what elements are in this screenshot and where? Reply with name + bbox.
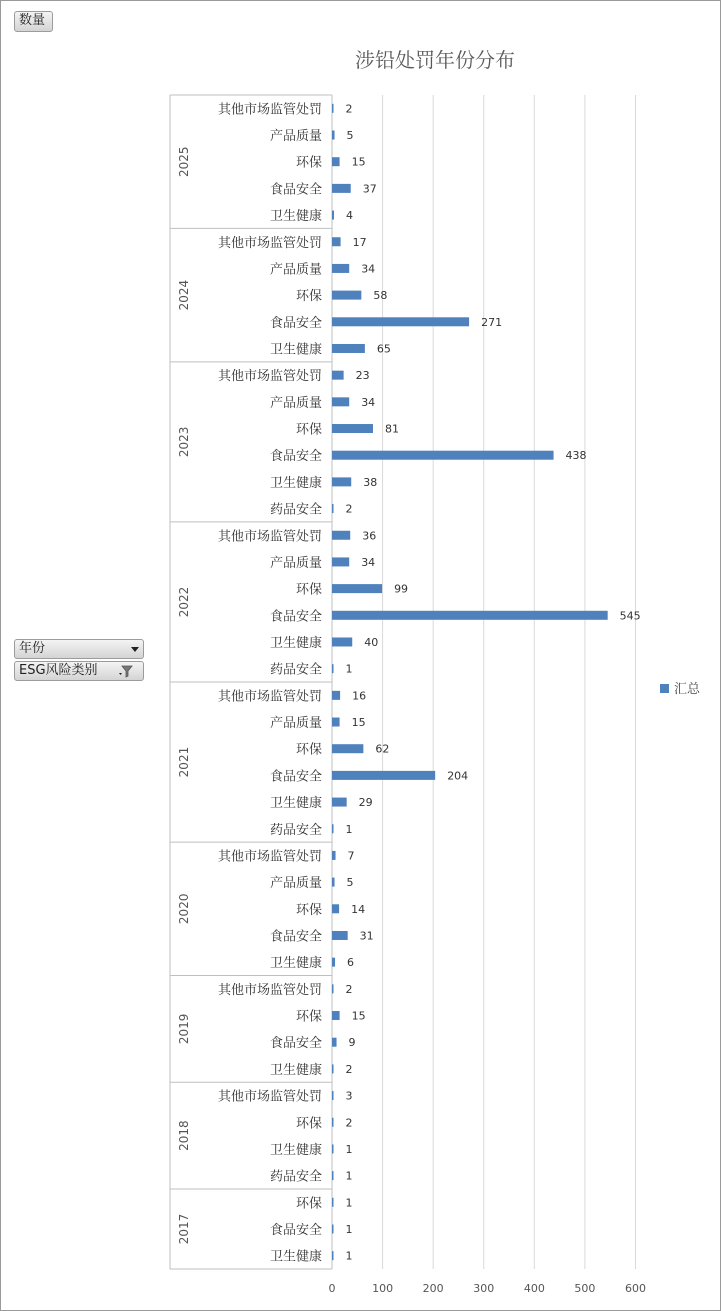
category-label: 药品安全 xyxy=(269,1169,322,1185)
data-label: 34 xyxy=(361,262,376,276)
bar xyxy=(332,424,373,433)
data-label: 58 xyxy=(373,289,388,303)
year-label: 2023 xyxy=(177,426,191,458)
data-label: 2 xyxy=(345,502,353,516)
data-label: 9 xyxy=(348,1036,356,1050)
data-label: 15 xyxy=(351,1009,366,1023)
data-label: 1 xyxy=(345,822,353,836)
bar xyxy=(332,344,365,353)
data-label: 16 xyxy=(352,689,367,703)
category-label: 环保 xyxy=(295,1196,322,1212)
category-label: 其他市场监管处罚 xyxy=(217,235,322,251)
data-label: 31 xyxy=(359,929,374,943)
category-label: 其他市场监管处罚 xyxy=(217,102,322,118)
category-label: 卫生健康 xyxy=(269,796,322,812)
category-label: 卫生健康 xyxy=(269,475,322,491)
category-label: 卫生健康 xyxy=(269,635,322,651)
data-label: 1 xyxy=(345,1222,353,1236)
category-label: 产品质量 xyxy=(269,262,322,278)
category-label: 环保 xyxy=(295,1116,322,1132)
category-label: 产品质量 xyxy=(269,129,322,145)
bar xyxy=(332,291,361,300)
bar xyxy=(332,1011,340,1020)
bar xyxy=(332,718,340,727)
category-label: 食品安全 xyxy=(269,929,322,945)
category-label: 产品质量 xyxy=(269,716,322,732)
category-label: 其他市场监管处罚 xyxy=(217,529,322,545)
data-label: 2 xyxy=(345,1116,353,1130)
data-label: 204 xyxy=(447,769,469,783)
bar xyxy=(332,557,349,566)
data-label: 15 xyxy=(351,155,366,169)
data-label: 1 xyxy=(345,1142,353,1156)
data-label: 62 xyxy=(375,742,390,756)
legend-label: 汇总 xyxy=(674,682,701,697)
category-label: 食品安全 xyxy=(269,1222,322,1238)
x-tick-label: 500 xyxy=(574,1282,596,1295)
category-label: 食品安全 xyxy=(269,182,322,198)
category-label: 其他市场监管处罚 xyxy=(217,369,322,385)
data-label: 5 xyxy=(346,129,354,143)
bar xyxy=(332,1038,337,1047)
data-label: 40 xyxy=(364,635,379,649)
bar xyxy=(332,184,351,193)
x-tick-label: 600 xyxy=(625,1282,646,1295)
category-label: 其他市场监管处罚 xyxy=(217,1089,322,1105)
bar xyxy=(332,1198,334,1207)
data-label: 38 xyxy=(363,475,378,489)
bar xyxy=(332,984,334,993)
bar xyxy=(332,211,334,220)
data-label: 15 xyxy=(351,716,366,730)
bar xyxy=(332,931,348,940)
data-label: 37 xyxy=(362,182,377,196)
bar xyxy=(332,1064,334,1073)
category-label: 环保 xyxy=(295,422,322,438)
category-label: 食品安全 xyxy=(269,449,322,465)
data-label: 99 xyxy=(394,582,409,596)
category-label: 药品安全 xyxy=(269,662,322,678)
bar xyxy=(332,1144,334,1153)
x-tick-label: 100 xyxy=(372,1282,394,1295)
category-label: 环保 xyxy=(295,582,322,598)
category-label: 其他市场监管处罚 xyxy=(217,689,322,705)
legend xyxy=(660,678,700,697)
bar xyxy=(332,637,352,646)
bar xyxy=(332,958,335,967)
bar xyxy=(332,131,335,140)
bar xyxy=(332,504,334,513)
category-label: 卫生健康 xyxy=(269,1249,322,1265)
bar xyxy=(332,904,339,913)
bar xyxy=(332,584,382,593)
category-label: 产品质量 xyxy=(269,555,322,571)
bar xyxy=(332,851,336,860)
bar xyxy=(332,1091,334,1100)
data-label: 23 xyxy=(355,369,370,383)
bar xyxy=(332,157,340,166)
bar xyxy=(332,1171,334,1180)
year-label: 2019 xyxy=(177,1013,191,1045)
bar xyxy=(332,771,435,780)
bar xyxy=(332,1118,334,1127)
category-label: 其他市场监管处罚 xyxy=(217,849,322,865)
year-label: 2022 xyxy=(177,586,191,618)
year-label: 2017 xyxy=(177,1213,191,1245)
bar xyxy=(332,531,350,540)
category-label: 卫生健康 xyxy=(269,1062,322,1078)
bar xyxy=(332,451,554,460)
category-label: 环保 xyxy=(295,155,322,171)
category-label: 卫生健康 xyxy=(269,1142,322,1158)
bar xyxy=(332,691,340,700)
x-tick-label: 0 xyxy=(328,1282,336,1295)
category-label: 卫生健康 xyxy=(269,209,322,225)
bar xyxy=(332,878,335,887)
bar xyxy=(332,664,334,673)
x-tick-label: 400 xyxy=(523,1282,545,1295)
data-label: 5 xyxy=(346,876,354,890)
bar xyxy=(332,317,469,326)
data-label: 36 xyxy=(362,529,377,543)
category-label: 产品质量 xyxy=(269,395,322,411)
data-label: 2 xyxy=(345,102,353,116)
year-label: 2025 xyxy=(177,146,191,177)
bar xyxy=(332,1224,334,1233)
bar xyxy=(332,371,344,380)
category-label: 产品质量 xyxy=(269,876,322,892)
data-label: 81 xyxy=(384,422,399,436)
category-label: 环保 xyxy=(295,1009,322,1025)
data-label: 7 xyxy=(347,849,355,863)
x-tick-label: 300 xyxy=(473,1282,495,1295)
data-label: 3 xyxy=(345,1089,353,1103)
value-field-label: 数量 xyxy=(19,13,46,28)
category-label: 卫生健康 xyxy=(269,342,322,358)
data-label: 1 xyxy=(345,1169,353,1183)
year-label: 2020 xyxy=(177,893,191,925)
data-label: 65 xyxy=(376,342,391,356)
category-label: 环保 xyxy=(295,289,322,305)
bar xyxy=(332,744,363,753)
category-label: 环保 xyxy=(295,902,322,918)
year-label: 2021 xyxy=(177,746,191,778)
data-label: 17 xyxy=(352,235,367,249)
data-label: 34 xyxy=(361,395,376,409)
data-label: 1 xyxy=(345,1196,353,1210)
category-label: 卫生健康 xyxy=(269,956,322,972)
bar xyxy=(332,397,349,406)
category-label: 食品安全 xyxy=(269,1036,322,1052)
filter-field-label: ESG风险类别 xyxy=(19,663,98,678)
category-label: 食品安全 xyxy=(269,769,322,785)
data-label: 545 xyxy=(619,609,641,623)
data-label: 1 xyxy=(345,662,353,676)
bar xyxy=(332,824,334,833)
year-label: 2024 xyxy=(177,279,191,311)
legend-swatch xyxy=(660,684,669,693)
bar xyxy=(332,264,349,273)
data-label: 6 xyxy=(347,956,355,970)
category-label: 药品安全 xyxy=(269,502,322,518)
data-label: 4 xyxy=(346,209,354,223)
bar xyxy=(332,611,608,620)
bar xyxy=(332,477,351,486)
bar xyxy=(332,798,347,807)
chart-title: 涉铅处罚年份分布 xyxy=(355,48,515,72)
data-label: 29 xyxy=(358,796,373,810)
data-label: 438 xyxy=(565,449,587,463)
year-label: 2018 xyxy=(177,1120,191,1151)
bar xyxy=(332,104,334,113)
row-field-label: 年份 xyxy=(19,641,46,656)
data-label: 1 xyxy=(345,1249,353,1263)
category-label: 其他市场监管处罚 xyxy=(217,982,322,998)
data-label: 14 xyxy=(351,902,366,916)
bar xyxy=(332,1251,334,1260)
data-label: 2 xyxy=(345,982,353,996)
bar xyxy=(332,237,341,246)
data-label: 34 xyxy=(361,555,376,569)
category-label: 药品安全 xyxy=(269,822,322,838)
data-label: 271 xyxy=(481,315,503,329)
category-label: 食品安全 xyxy=(269,609,322,625)
data-label: 2 xyxy=(345,1062,353,1076)
category-label: 食品安全 xyxy=(269,315,322,331)
category-label: 环保 xyxy=(295,742,322,758)
x-tick-label: 200 xyxy=(422,1282,444,1295)
